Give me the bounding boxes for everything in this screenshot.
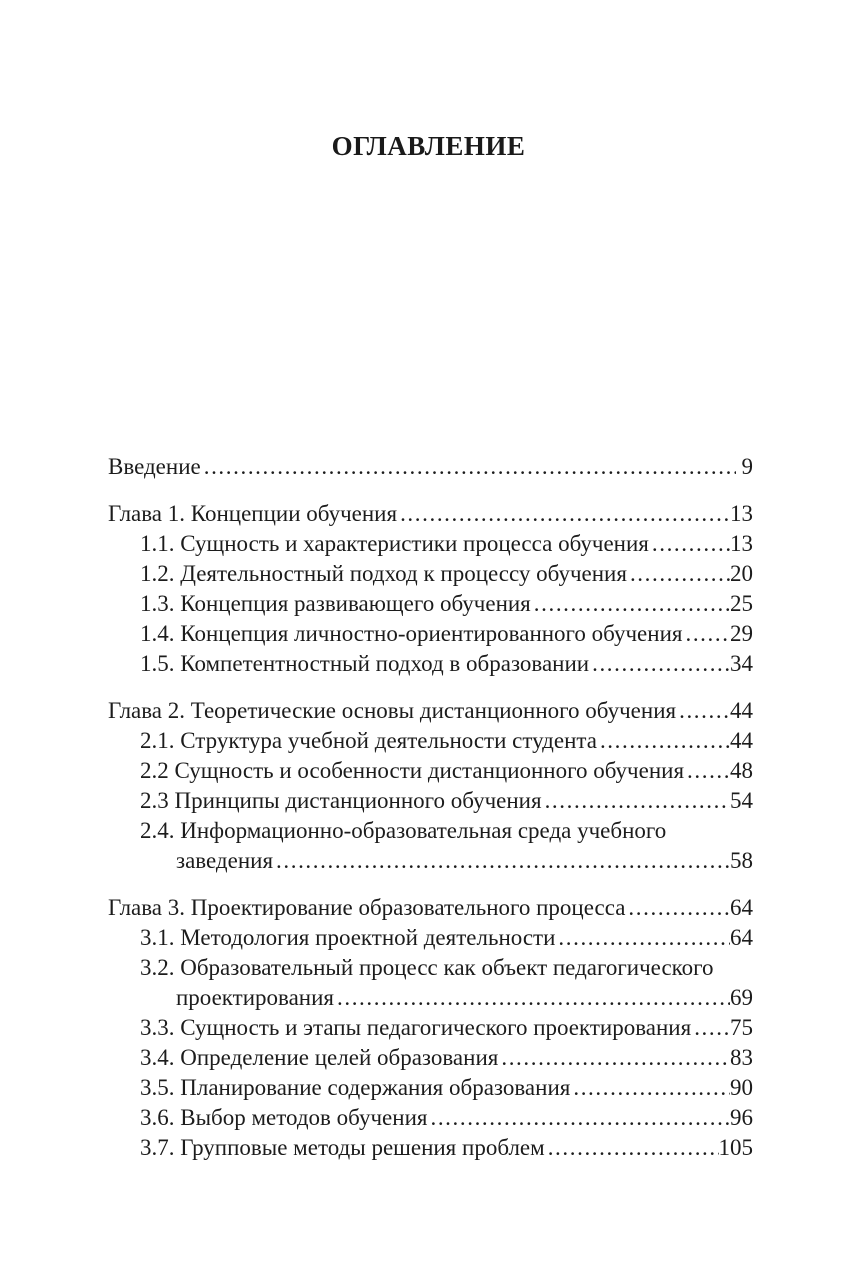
dot-leader [573, 1073, 730, 1103]
dot-leader [548, 1133, 719, 1163]
toc-entry-text: 3.3. Сущность и этапы педагогического проектирования [140, 1015, 692, 1040]
toc-entry [108, 452, 753, 482]
toc-entry-text: 2.4. Информационно-образовательная среда учебного [140, 818, 667, 843]
dot-leader [545, 786, 730, 816]
dot-leader [694, 1013, 730, 1043]
toc-entry-text: Глава 3. Проектирование образовательного процесса [108, 895, 626, 920]
toc-entry-text: 3.2. Образовательный процесс как объект педагогического [140, 955, 714, 980]
toc-entry-text: 3.4. Определение целей образования [140, 1045, 499, 1070]
toc-page-number: 9 [741, 454, 753, 479]
dot-leader [600, 726, 730, 756]
toc-entry [108, 619, 753, 649]
toc-entry-text: 2.2 Сущность и особенности дистанционного обучения [140, 758, 685, 783]
toc-page-number: 75 [730, 1015, 753, 1040]
toc-page-number: 69 [730, 985, 753, 1010]
toc-entry [108, 923, 753, 953]
toc-entry [108, 786, 753, 816]
toc-page-number: 58 [730, 848, 753, 873]
toc-entry [108, 649, 753, 679]
toc-entry-text: Введение [108, 454, 201, 479]
dot-leader [628, 893, 730, 923]
toc-entry-text: 1.4. Концепция личностно-ориентированного обучения [140, 621, 683, 646]
toc-entry [108, 893, 753, 923]
dot-leader [558, 923, 730, 953]
dot-leader [204, 452, 736, 482]
toc-entry-text: 2.1. Структура учебной деятельности студента [140, 728, 597, 753]
toc-page-number: 44 [730, 698, 753, 723]
toc-entry [108, 1073, 753, 1103]
toc-entry-text: 2.3 Принципы дистанционного обучения [140, 788, 542, 813]
toc-entry [108, 559, 753, 589]
dot-leader [534, 589, 730, 619]
toc-entry [108, 589, 753, 619]
toc-entry-text: Глава 2. Теоретические основы дистанционного обучения [108, 698, 677, 723]
dot-leader [592, 649, 730, 679]
toc-entry [108, 1043, 753, 1073]
toc-page-number: 83 [730, 1045, 753, 1070]
toc-page-number: 48 [730, 758, 753, 783]
toc-page-number: 25 [730, 591, 753, 616]
toc-entry-text: 3.5. Планирование содержания образования [140, 1075, 571, 1100]
toc-page-number: 20 [730, 561, 753, 586]
toc-entry [108, 696, 753, 726]
toc-entry [108, 1013, 753, 1043]
toc-page-number: 54 [730, 788, 753, 813]
toc-entry [108, 816, 753, 876]
toc-entry [108, 1133, 753, 1163]
dot-leader [276, 846, 730, 876]
toc-entry-text: 3.6. Выбор методов обучения [140, 1105, 428, 1130]
toc-page-number: 105 [718, 1135, 753, 1160]
toc-page-number: 90 [730, 1075, 753, 1100]
toc-entry [108, 953, 753, 1013]
dot-leader [430, 1103, 730, 1133]
toc-entry [108, 726, 753, 756]
toc-entry-text: 1.3. Концепция развивающего обучения [140, 591, 531, 616]
toc-entry [108, 1103, 753, 1133]
toc-entry-text: 3.7. Групповые методы решения проблем [140, 1135, 545, 1160]
page-title: ОГЛАВЛЕНИЕ [331, 131, 526, 161]
toc-entry-text: 1.2. Деятельностный подход к процессу обучения [140, 561, 627, 586]
dot-leader [687, 756, 730, 786]
toc-page-number: 13 [730, 531, 753, 556]
toc-entry-text: 1.5. Компетентностный подход в образовании [140, 651, 590, 676]
dot-leader [337, 983, 730, 1013]
table-of-contents [108, 452, 753, 1163]
toc-page-number: 13 [730, 501, 753, 526]
toc-entry [108, 756, 753, 786]
toc-entry-text: 1.1. Сущность и характеристики процесса обучения [140, 531, 649, 556]
toc-page-number: 64 [730, 925, 753, 950]
toc-page-number: 64 [730, 895, 753, 920]
toc-page-number: 96 [730, 1105, 753, 1130]
toc-entry [108, 529, 753, 559]
dot-leader [652, 529, 730, 559]
toc-page-number: 44 [730, 728, 753, 753]
toc-entry-text-continuation: заведения [176, 848, 274, 873]
toc-page-number: 29 [730, 621, 753, 646]
toc-entry-text: 3.1. Методология проектной деятельности [140, 925, 556, 950]
dot-leader [630, 559, 730, 589]
toc-entry [108, 499, 753, 529]
toc-page-number: 34 [730, 651, 753, 676]
toc-entry-text-continuation: проектирования [176, 985, 334, 1010]
dot-leader [685, 619, 730, 649]
toc-entry-text: Глава 1. Концепции обучения [108, 501, 398, 526]
dot-leader [400, 499, 730, 529]
dot-leader [679, 696, 730, 726]
dot-leader [501, 1043, 730, 1073]
